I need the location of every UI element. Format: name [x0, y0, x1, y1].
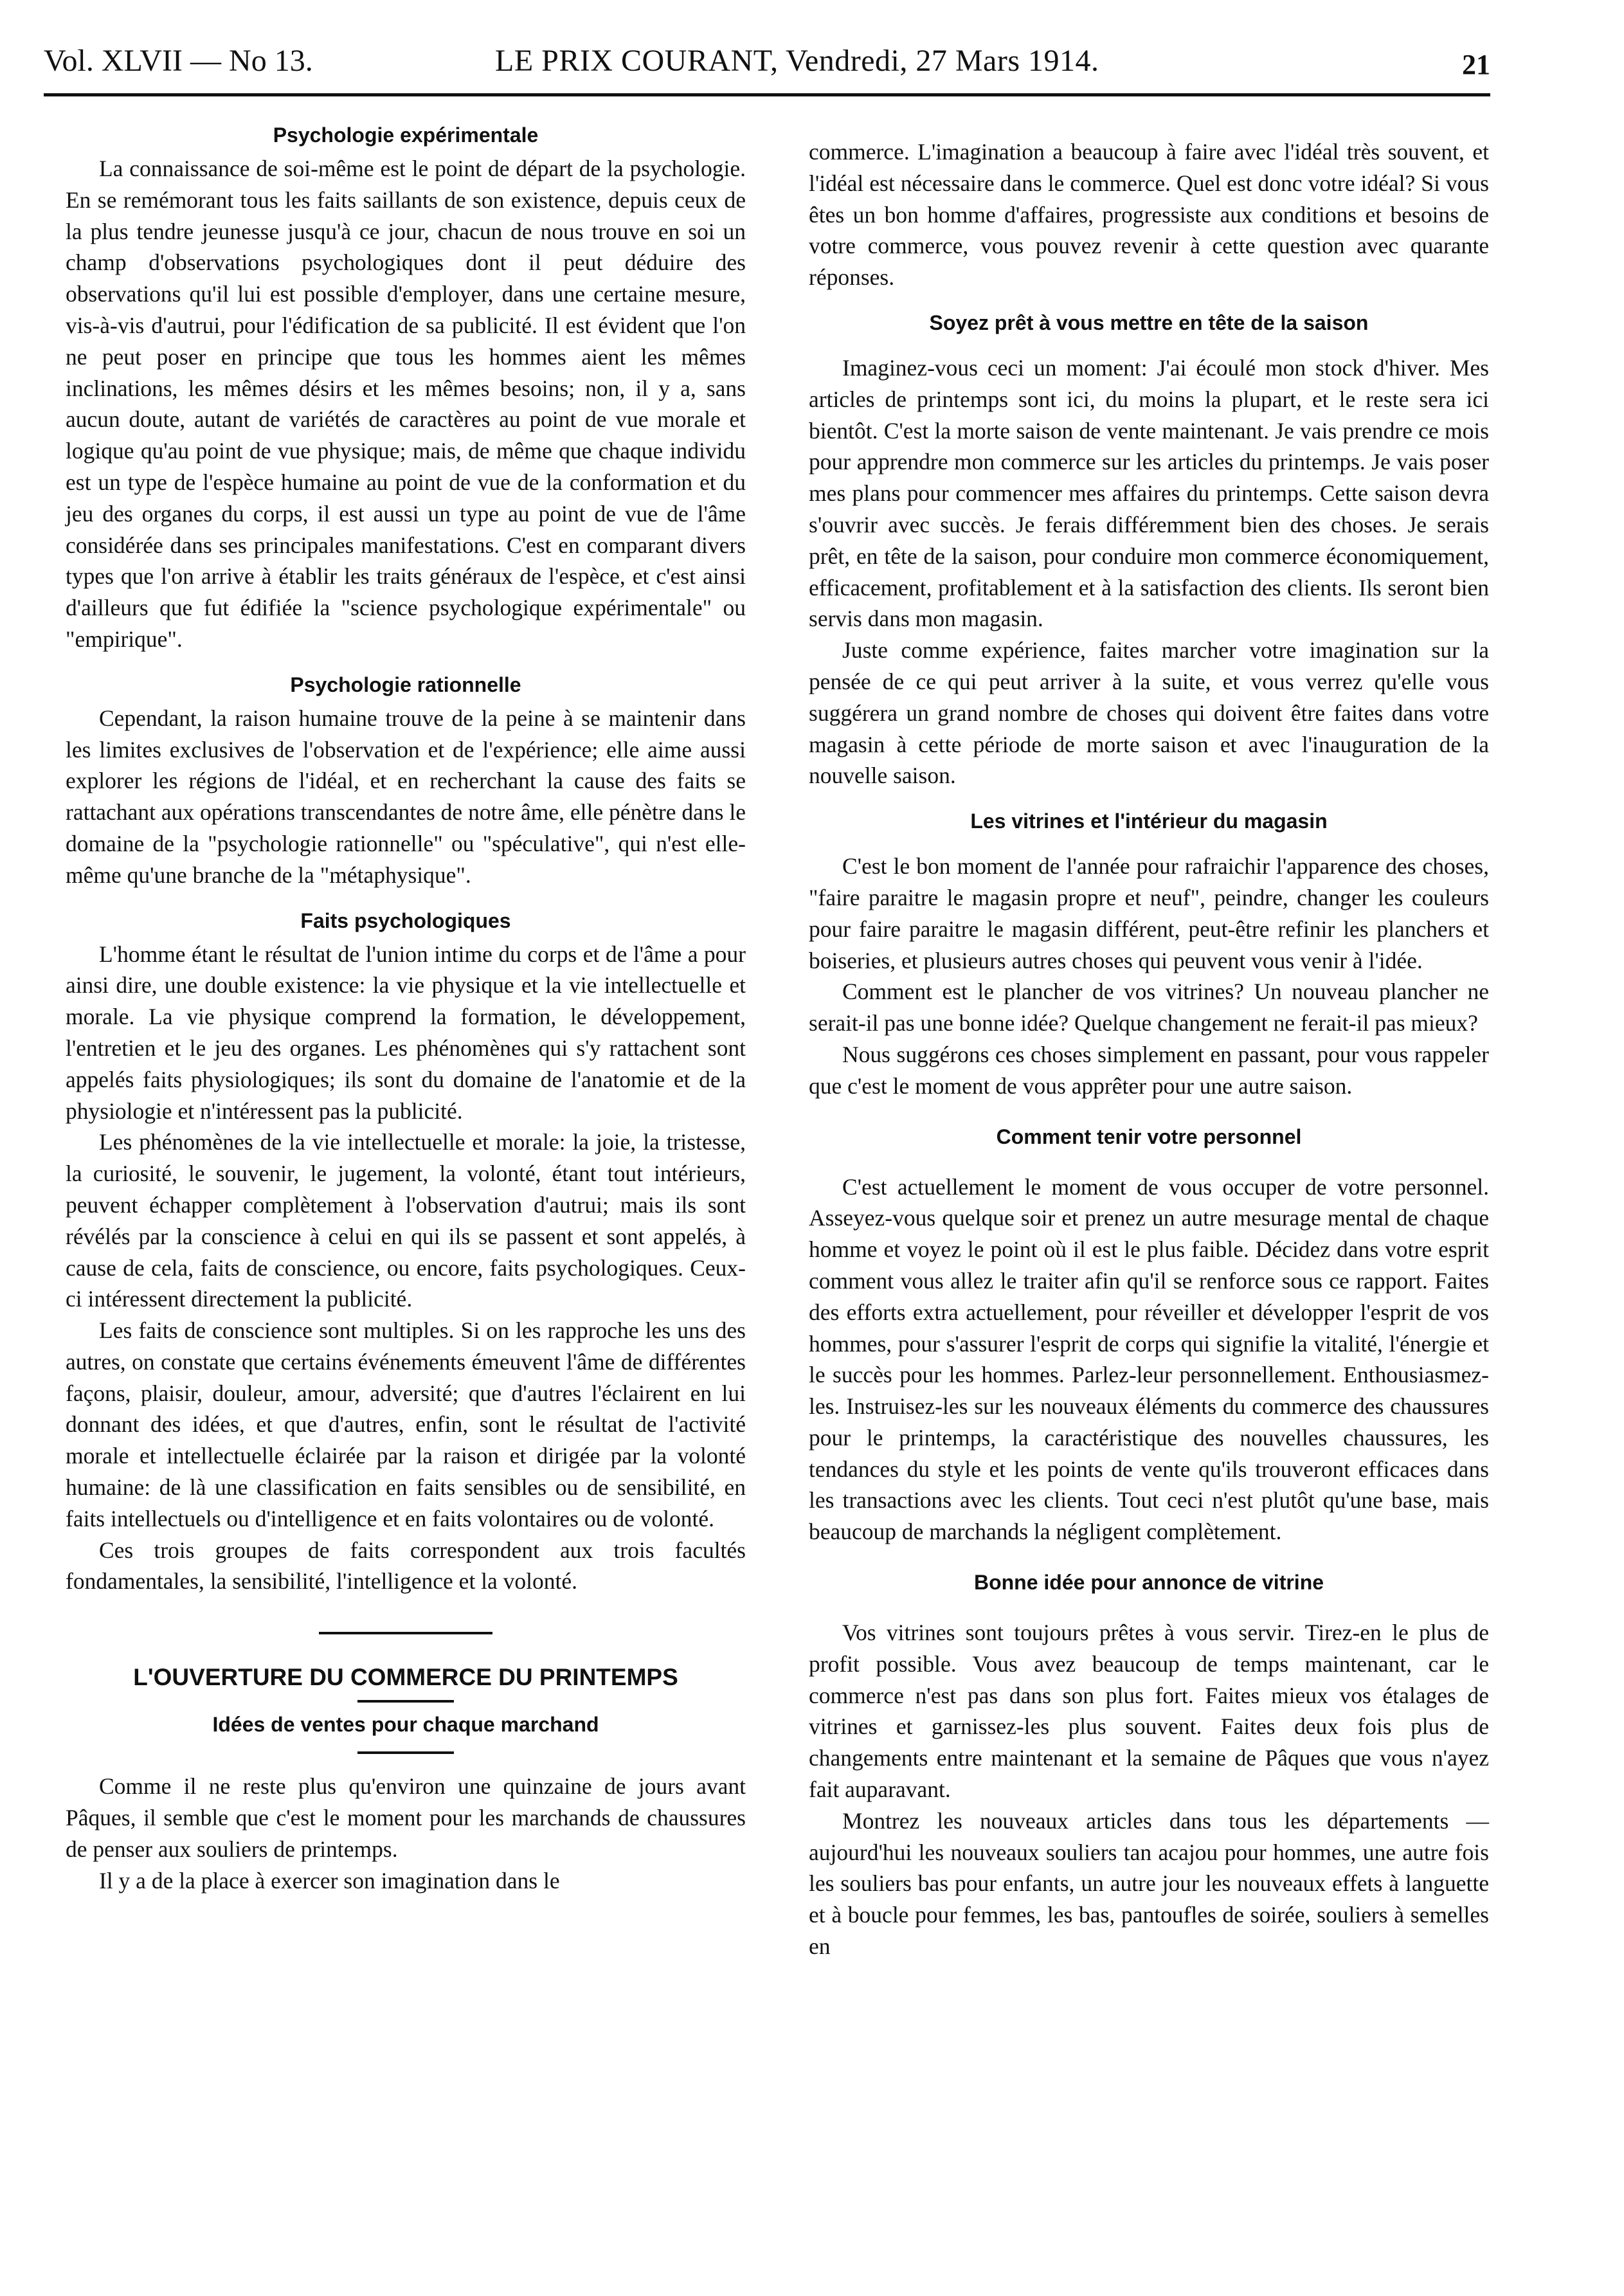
page-number: 21	[1462, 49, 1490, 80]
paragraph: La connaissance de soi-même est le point de départ de la psychologie. En se remémorant tous les faits saillants de son existence, depuis ceux de la plus tendre jeunesse jusqu'à ce jour, chacun de nous trouve en soi un champ d'observations psychologiques dont il peut déduire des observations qu'il lui est possible d'employer, dans une certaine mesure, vis-à-vis d'autrui, pour l'édification de sa publicité. Il est évident que l'on ne peut poser en principe que tous les hommes aient les mêmes inclinations, les mêmes désirs et les mêmes besoins; non, il y a, sans aucun doute, autant de variétés de caractères au point de vue morale et logique qu'au point de vue physique; mais, de même que chaque individu est un type de l'espèce humaine au point de vue de la conformation et du jeu des organes du corps, il est aussi un type au point de vue de l'âme considérée dans ses principales manifestations. C'est en comparant divers types que l'on arrive à établir les traits généraux de l'espèce, et c'est ainsi d'ailleurs que fut édifiée la "science psychologique expérimentale" ou "empirique".	[66, 156, 746, 652]
right-column	[809, 136, 1489, 1962]
masthead-rule	[44, 93, 1490, 96]
journal-title-date: LE PRIX COURANT, Vendredi, 27 Mars 1914.	[495, 44, 1099, 78]
masthead	[44, 35, 1490, 100]
paragraph: Montrez les nouveaux articles dans tous les départements — aujourd'hui les nouveaux souliers tan acajou pour hommes, une autre fois les souliers bas pour enfants, un autre jour les nouveaux effets à languette et à boucle pour femmes, les bas, pantoufles de soirée, souliers à semelles en	[809, 1807, 1489, 1960]
article-subtitle: Idées de ventes pour chaque marchand	[212, 1713, 599, 1737]
volume-number: Vol. XLVII — No 13.	[44, 44, 313, 78]
paragraph: C'est le bon moment de l'année pour rafraichir l'apparence des choses, "faire paraitre le magasin propre et neuf", peindre, changer les couleurs pour faire paraitre le magasin différent, peut-être refinir les planchers et boiseries, et plusieurs autres choses qui peuvent vous venir à l'idée.	[809, 853, 1489, 973]
paragraph: Comme il ne reste plus qu'environ une quinzaine de jours avant Pâques, il semble que c'est le moment pour les marchands de chaussures de penser aux souliers de printemps.	[66, 1773, 746, 1862]
article-title: L'OUVERTURE DU COMMERCE DU PRINTEMPS	[133, 1664, 678, 1691]
left-column	[66, 117, 746, 1896]
title-rule	[357, 1700, 454, 1703]
article-separator	[319, 1632, 492, 1634]
paragraph: Les faits de conscience sont multiples. Si on les rapproche les uns des autres, on constate que certains événements émeuvent l'âme de différentes façons, plaisir, douleur, amour, adversité; que d'autres l'éclairent en lui donnant des idées, et que d'autres, enfin, sont le résultat de l'activité morale et intellectuelle éclairée par la raison et dirigée par la volonté humaine: de là une classification en faits sensibles ou de sensibilité, en faits intellectuels ou d'intelligence et en faits volontaires ou de volonté.	[66, 1317, 746, 1532]
paragraph: Ces trois groupes de faits correspondent aux trois facultés fondamentales, la sensibilité, l'intelligence et la volonté.	[66, 1537, 746, 1595]
paragraph: C'est actuellement le moment de vous occuper de votre personnel. Asseyez-vous quelque soir et prenez un autre mesurage mental de chaque homme et voyez le point où il est le plus faible. Décidez dans votre esprit comment vous allez le traiter afin qu'il se renforce sous ce rapport. Faites des efforts extra actuellement, pour réveiller et développer l'esprit de vos hommes, pour s'assurer l'esprit de corps qui signifie la vitalité, l'énergie et le succès pour les hommes. Parlez-leur personnellement. Enthousiasmez-les. Instruisez-les sur les nouveaux éléments du commerce des chaussures pour le printemps, la caractéristique des nouvelles chaussures, les tendances du style et les points de vente qu'ils trouveront efficaces dans les transactions avec les clients. Tout ceci n'est plutôt qu'une base, mais beaucoup de marchands la négligent complètement.	[809, 1173, 1489, 1545]
section-heading: Les vitrines et l'intérieur du magasin	[970, 809, 1328, 833]
section-heading: Soyez prêt à vous mettre en tête de la saison	[929, 311, 1369, 334]
paragraph: Les phénomènes de la vie intellectuelle et morale: la joie, la tristesse, la curiosité, le souvenir, le jugement, la volonté, étant tout intérieurs, peuvent échapper complètement à l'observation d'autrui; mais ils sont révélés par la conscience à celui en qui ils se passent et sont appelés, à cause de cela, faits de conscience, ou encore, faits psychologiques. Ceux-ci intéressent directement la publicité.	[66, 1129, 746, 1312]
paragraph: L'homme étant le résultat de l'union intime du corps et de l'âme a pour ainsi dire, une double existence: la vie physique et la vie intellectuelle et morale. La vie physique comprend la formation, le développement, l'entretien et le jeu des organes. Les phénomènes qui s'y rattachent sont appelés faits physiologiques; ils sont du domaine de l'anatomie et de la physiologie et n'intéressent pas la publicité.	[66, 941, 746, 1124]
subtitle-rule	[357, 1751, 454, 1754]
paragraph: Vos vitrines sont toujours prêtes à vous servir. Tirez-en le plus de profit possible. Vous avez beaucoup de temps maintenant, car le commerce n'est pas dans son plus fort. Faites mieux vos étalages de vitrines et garnissez-les plus souvent. Faites deux fois plus de changements entre maintenant et la semaine de Pâques que vous n'ayez fait auparavant.	[809, 1620, 1489, 1803]
paragraph: Juste comme expérience, faites marcher votre imagination sur la pensée de ce qui peut arriver à la suite, et vous verrez qu'elle vous suggérera un grand nombre de choses qui doivent être faites dans votre magasin à cette période de morte saison et avec l'inauguration de la nouvelle saison.	[809, 637, 1489, 789]
section-heading: Comment tenir votre personnel	[996, 1125, 1302, 1148]
paragraph: Cependant, la raison humaine trouve de la peine à se maintenir dans les limites exclusives de l'observation et de l'expérience; elle aime aussi explorer les régions de l'idéal, et en recherchant la cause des faits se rattachant aux opérations transcendantes de notre âme, elle pénètre dans le domaine de la "psychologie rationnelle" ou "spéculative", qui n'est elle-même qu'une branche de la "métaphysique".	[66, 705, 746, 888]
paragraph: Imaginez-vous ceci un moment: J'ai écoulé mon stock d'hiver. Mes articles de printemps sont ici, du moins la plupart, et le reste sera ici bientôt. C'est la morte saison de vente maintenant. Je vais prendre ce mois pour apprendre mon commerce sur les articles du printemps. Je vais poser mes plans pour commencer mes affaires du printemps. Cette saison devra s'ouvrir avec succès. Je ferais différemment bien des choses. Je serais prêt, en tête de la saison, pour conduire mon commerce économiquement, efficacement, profitablement et à la satisfaction des clients. Ils seront bien servis dans mon magasin.	[809, 354, 1489, 632]
paragraph: Nous suggérons ces choses simplement en passant, pour vous rappeler que c'est le moment de vous apprêter pour une autre saison.	[809, 1041, 1489, 1099]
section-heading: Psychologie rationnelle	[290, 673, 521, 696]
paragraph: Comment est le plancher de vos vitrines? Un nouveau plancher ne serait-il pas une bonne idée? Quelque changement ne ferait-il pas mieux?	[809, 979, 1489, 1036]
section-heading: Faits psychologiques	[300, 908, 511, 932]
paragraph: Il y a de la place à exercer son imagination dans le	[99, 1867, 560, 1894]
section-heading: Psychologie expérimentale	[273, 123, 539, 147]
section-heading: Bonne idée pour annonce de vitrine	[973, 1571, 1324, 1595]
paragraph: commerce. L'imagination a beaucoup à faire avec l'idéal très souvent, et l'idéal est nécessaire dans le commerce. Quel est donc votre idéal? Si vous êtes un bon homme d'affaires, progressiste aux conditions et besoins de votre commerce, vous pouvez revenir à cette question avec quarante réponses.	[809, 139, 1489, 291]
